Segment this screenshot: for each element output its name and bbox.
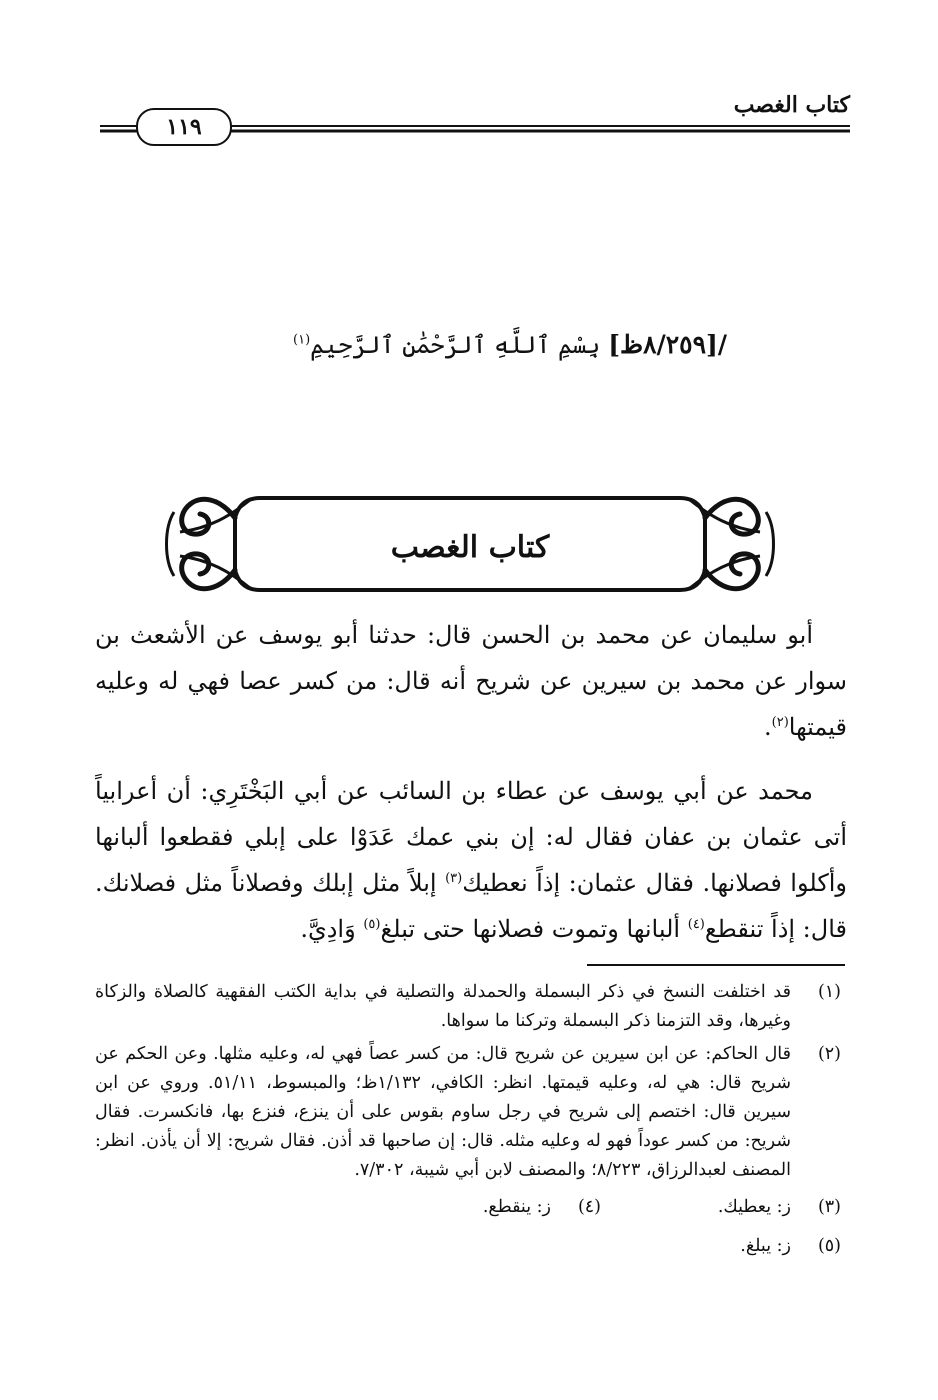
footnote-number: (٥) [817,1236,841,1256]
footnote-text: ز: يبلغ. [740,1236,791,1256]
footnote-2 [95,1040,847,1185]
footnote-4 [367,1193,607,1222]
paragraph-text: ألبانها وتموت فصلانها حتى تبلغ [380,915,688,943]
paragraph [95,612,847,750]
footnote-text: قال الحاكم: عن ابن سيرين عن شريح قال: من كسر عصاً فهي له، وعليه مثلها. وعن الحكم عن شريح قال: هي له، وعليه قيمتها. انظر: الكافي، ١/١٣٢ظ؛ والمبسوط، ٥١/١١. وروي عن ابن سيرين قال: اختصم إلى شريح في رجل ساوم بقوس على أن ينزع، فنزع بها، فانكسرت. فقال شريح: من كسر عوداً فهو له وعليه مثله. قال: إن صاحبها قد أذن. فقال شريح: إلا أن يأذن. انظر: المصنف لعبدالرزاق، ٨/٢٢٣؛ والمصنف لابن أبي شيبة، ٧/٣٠٢. [95,1044,791,1180]
footnote-text: قد اختلفت النسخ في ذكر البسملة والحمدلة والتصلية في بداية الكتب الفقهية كالصلاة والزكاة وغيرها، وقد التزمنا ذكر البسملة وتركنا ما سواها. [95,982,791,1031]
footnote-number: (٢) [817,1044,841,1064]
footnote-number: (٣) [817,1197,841,1217]
footnote-5 [95,1232,847,1261]
footnote-marker: (٤) [687,917,705,932]
folio-reference: /[٨/٢٥٩ظ] [608,330,727,359]
footnote-text: ز: يعطيك. [717,1197,791,1217]
footnote-marker: (٢) [771,715,789,730]
paragraph-text: محمد عن أبي يوسف عن عطاء بن السائب عن أبي البَخْتَرِي: أن أعرابياً أتى عثمان بن عفان فقال له: إن بني عمك عَدَوْا على إبلي فقطعوا ألبانها وأكلوا فصلانها. فقال عثمان: إذاً نعطيك [95,777,847,897]
footnote-text: ز: ينقطع. [482,1197,551,1217]
page-number: ١١٩ [136,108,232,146]
footnote-marker: (٥) [363,917,381,932]
footnote-row [95,1193,847,1222]
paragraph-text: إبلاً مثل إبلك وفصلاناً مثل فصلانك. قال: إذاً تنقطع [95,869,847,943]
footnotes [95,978,847,1265]
paragraph-text: . [764,713,772,741]
paragraph-text: وَادِيَّ. [300,915,364,943]
footnote-marker: (٣) [445,871,463,886]
running-head: كتاب الغصب [733,92,850,118]
footnote-3 [607,1193,847,1222]
basmala-text: بِسْمِ ٱللَّهِ ٱلرَّحْمَٰنِ ٱلرَّحِيمِ [310,331,601,359]
footnote-number: (٤) [577,1197,601,1217]
body-text [95,612,847,970]
footnote-1 [95,978,847,1036]
chapter-title: كتاب الغصب [390,530,550,565]
paragraph [95,768,847,952]
footnote-separator [587,964,845,966]
basmala-line [210,330,810,359]
footnote-marker: (١) [293,332,311,348]
footnote-number: (١) [817,982,841,1002]
paragraph-text: أبو سليمان عن محمد بن الحسن قال: حدثنا أبو يوسف عن الأشعث بن سوار عن محمد بن سيرين عن شريح أنه قال: من كسر عصا فهي له وعليه قيمتها [95,621,847,741]
